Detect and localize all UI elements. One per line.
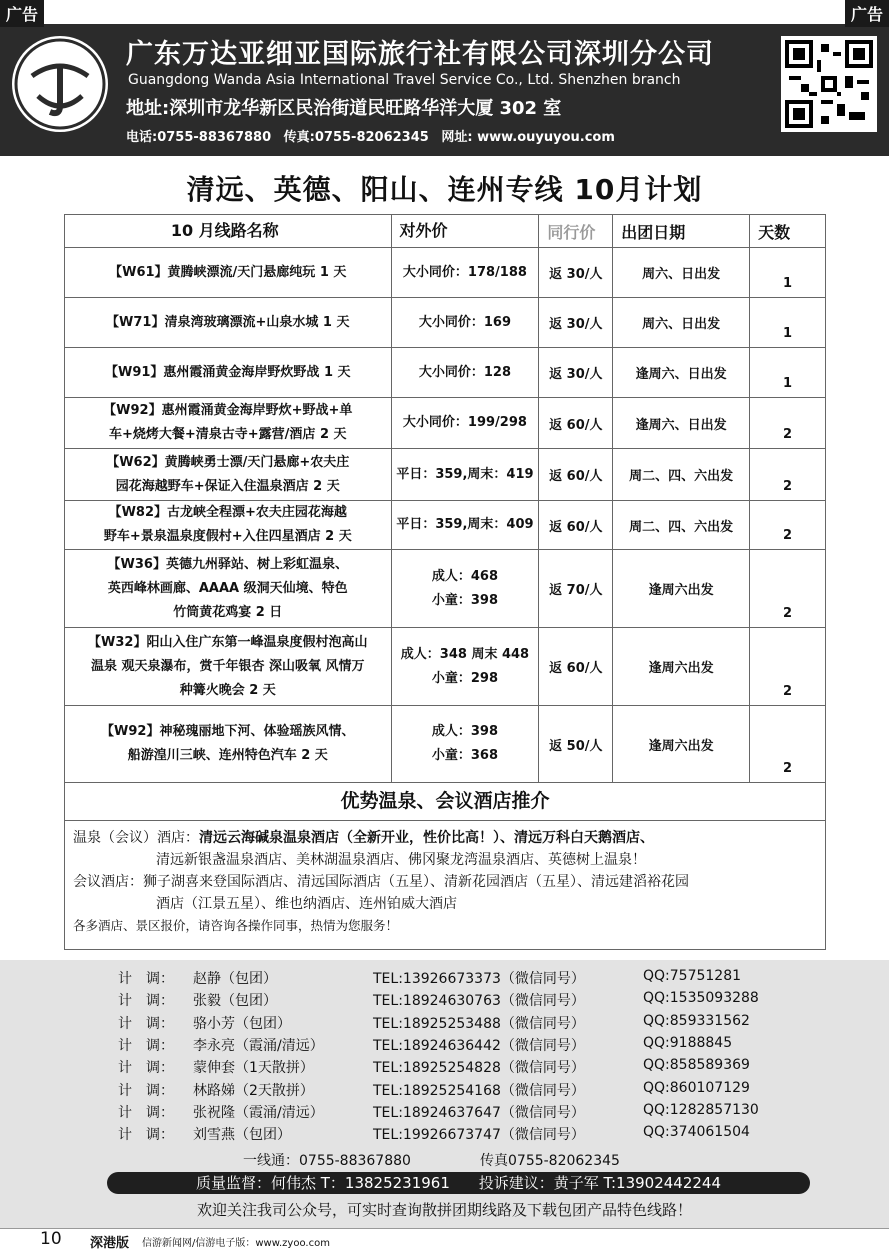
table-row (65, 501, 826, 550)
route-price-line: 成人：398 (431, 724, 499, 739)
col-header-price: 对外价 (391, 215, 539, 248)
route-name-line: 【W71】清泉湾玻璃漂流+山泉水城 1 天 (106, 314, 350, 330)
hotel-note: 各多酒店、景区报价，请咨询各操作同事，热情为您服务！ (73, 918, 399, 933)
table-header-row (65, 215, 826, 248)
route-name-line: 【W61】黄腾峡漂流/天门悬廊纯玩 1 天 (109, 264, 347, 280)
staff-row (0, 1057, 889, 1079)
route-days: 2 (750, 628, 826, 706)
route-name-line: 【W91】惠州霞涌黄金海岸野炊野战 1 天 (105, 364, 351, 380)
route-price-line: 大小同价：128 (418, 364, 512, 380)
route-price (391, 298, 539, 348)
staff-name: 李永亮（霞涌/清远） (193, 1037, 324, 1054)
ad-tag-right: 广告 (845, 0, 889, 27)
table-row (65, 298, 826, 348)
route-name-line: 英西峰林画廊、AAAA 级洞天仙境、特色 (107, 580, 348, 596)
staff-qq: QQ:9188845 (643, 1034, 733, 1051)
route-price (391, 501, 539, 550)
company-header (0, 24, 889, 156)
staff-role: 计 调： (118, 1060, 174, 1077)
route-name-line: 种篝火晚会 2 天 (179, 682, 276, 698)
route-peer-price: 返 60/人 (539, 501, 613, 550)
routes-table-body (65, 248, 826, 783)
follow-notice: 欢迎关注我司公众号，可实时查询散拼团期线路及下载包团产品特色线路！ (196, 1201, 692, 1219)
route-peer-price: 返 30/人 (539, 348, 613, 398)
staff-role: 计 调： (118, 971, 174, 987)
staff-row (0, 1124, 889, 1146)
route-name-line: 车+烧烤大餐+清泉古寺+露营/酒店 2 天 (109, 427, 347, 442)
staff-name: 赵静（包团） (193, 971, 277, 987)
company-contacts (126, 126, 623, 145)
route-price (391, 628, 539, 706)
route-name-line: 竹筒黄花鸡宴 2 日 (173, 604, 283, 620)
table-row (65, 449, 826, 501)
route-name-line: 【W92】神秘瑰丽地下河、体验瑶族风情、 (101, 724, 355, 739)
table-row (65, 348, 826, 398)
route-name (65, 501, 392, 550)
route-name-line: 【W36】英德九州驿站、树上彩虹温泉、 (107, 556, 348, 572)
staff-row (0, 968, 889, 990)
route-price-line: 小童：368 (431, 748, 499, 763)
staff-tel: TEL:19926673747（微信同号） (373, 1127, 585, 1144)
page-footer (0, 1228, 889, 1250)
route-name (65, 628, 392, 706)
route-name-line: 温泉 观天泉瀑布，赏千年银杏 深山吸氧 风情万 (90, 658, 365, 674)
hotel-section-title: 优势温泉、会议酒店推介 (65, 781, 825, 821)
route-days: 2 (750, 398, 826, 449)
route-name (65, 398, 392, 449)
route-departure-date: 逢周六出发 (613, 706, 750, 783)
route-price (391, 398, 539, 449)
staff-name: 张毅（包团） (193, 993, 277, 1010)
route-name-line: 【W32】阳山入住广东第一峰温泉度假村泡高山 (88, 634, 368, 650)
hot-spring-line (73, 827, 817, 849)
route-name-line: 【W92】惠州霞涌黄金海岸野炊+野战+单 (103, 403, 353, 418)
routes-table (64, 214, 826, 783)
route-departure-date: 周六、日出发 (613, 248, 750, 298)
meeting-hotels-2: 酒店（江景五星）、维也纳酒店、连州铂威大酒店 (156, 896, 457, 912)
route-price (391, 550, 539, 628)
col-header-date: 出团日期 (613, 215, 750, 248)
staff-tel: TEL:18924636442（微信同号） (373, 1037, 585, 1054)
supervisor: 质量监督：何伟杰 T：13825231961 (195, 1174, 450, 1192)
route-price (391, 348, 539, 398)
route-name-line: 船游湟川三峡、连州特色汽车 2 天 (127, 748, 328, 763)
route-name (65, 348, 392, 398)
ad-tag-left: 广告 (0, 0, 44, 27)
route-price-line: 成人：468 (431, 568, 499, 584)
col-header-name: 10 月线路名称 (65, 215, 392, 248)
staff-qq: QQ:860107129 (643, 1079, 750, 1096)
route-name (65, 449, 392, 501)
staff-name: 蒙伸套（1天散拼） (193, 1060, 314, 1077)
staff-role: 计 调： (118, 1104, 174, 1121)
staff-role: 计 调： (118, 993, 174, 1010)
route-peer-price: 返 30/人 (539, 248, 613, 298)
route-name (65, 706, 392, 783)
route-departure-date: 周二、四、六出发 (613, 449, 750, 501)
table-row (65, 248, 826, 298)
staff-qq: QQ:374061504 (643, 1124, 750, 1141)
staff-name: 刘雪燕（包团） (193, 1127, 291, 1144)
staff-qq: QQ:1535093288 (643, 990, 759, 1007)
meeting-line (73, 871, 817, 893)
meeting-hotels-1: 狮子湖喜来登国际酒店、清远国际酒店（五星）、清新花园酒店（五星）、清远建滔裕花园 (143, 874, 689, 890)
staff-tel: TEL:18925253488（微信同号） (373, 1015, 585, 1032)
staff-row (0, 990, 889, 1012)
route-days: 1 (750, 248, 826, 298)
staff-role: 计 调： (118, 1037, 174, 1054)
staff-role: 计 调： (118, 1015, 174, 1032)
hot-spring-label: 温泉（会议）酒店： (73, 830, 199, 846)
company-phone: 电话:0755-88367880 (126, 130, 272, 145)
route-name-line: 园花海越野车+保证入住温泉酒店 2 天 (115, 478, 340, 494)
page-number: 10 (40, 1229, 62, 1249)
route-name (65, 550, 392, 628)
table-row (65, 550, 826, 628)
route-price-line: 平日：359,周末：419 (396, 466, 534, 482)
staff-qq: QQ:858589369 (643, 1057, 750, 1074)
hotline-number: 一线通：0755-88367880 (243, 1153, 411, 1169)
route-price (391, 706, 539, 783)
staff-tel: TEL:18925254828（微信同号） (373, 1060, 585, 1077)
edition-label: 深港版 (90, 1236, 130, 1250)
company-fax: 传真:0755-82062345 (283, 130, 429, 145)
route-price-line: 大小同价：199/298 (402, 415, 527, 430)
route-departure-date: 逢周六、日出发 (613, 348, 750, 398)
company-name-cn: 广东万达亚细亚国际旅行社有限公司深圳分公司 (126, 39, 714, 70)
staff-row (0, 1013, 889, 1035)
staff-role: 计 调： (118, 1127, 174, 1144)
hot-spring-more: 清远新银盏温泉酒店、美林湖温泉酒店、佛冈聚龙湾温泉酒店、英德树上温泉！ (156, 852, 646, 868)
page-title: 清远、英德、阳山、连州专线 10月计划 (186, 173, 703, 206)
route-days: 1 (750, 298, 826, 348)
footer-site: 信游新闻网/信游电子版：www.zyoo.com (142, 1238, 330, 1249)
route-price-line: 成人：348 周末 448 (400, 646, 530, 662)
route-days: 2 (750, 550, 826, 628)
route-name-line: 野车+景泉温泉度假村+入住四星酒店 2 天 (103, 529, 352, 544)
staff-tel: TEL:18924637647（微信同号） (373, 1104, 585, 1121)
col-header-days: 天数 (750, 215, 826, 248)
hotel-section-body (65, 821, 825, 943)
route-days: 2 (750, 501, 826, 550)
route-price (391, 449, 539, 501)
route-price-line: 小童：298 (431, 670, 499, 686)
qr-code-icon (781, 36, 877, 132)
complaint-contact: 投诉建议：黄子军 T:13902442244 (478, 1174, 722, 1192)
table-row (65, 628, 826, 706)
route-price-line: 大小同价：169 (418, 314, 512, 330)
staff-row (0, 1102, 889, 1124)
staff-qq: QQ:75751281 (643, 968, 742, 984)
staff-tel: TEL:18925254168（微信同号） (373, 1082, 585, 1099)
staff-name: 骆小芳（包团） (193, 1015, 291, 1032)
route-price-line: 平日：359,周末：409 (396, 517, 534, 532)
company-address: 地址:深圳市龙华新区民治街道民旺路华洋大厦 302 室 (126, 98, 562, 119)
route-price-line: 小童：398 (431, 592, 499, 608)
route-departure-date: 周六、日出发 (613, 298, 750, 348)
route-price (391, 248, 539, 298)
hotline-fax: 传真0755-82062345 (480, 1153, 620, 1169)
route-departure-date: 逢周六出发 (613, 628, 750, 706)
meeting-label: 会议酒店： (73, 874, 143, 890)
staff-tel: TEL:18924630763（微信同号） (373, 993, 585, 1010)
route-departure-date: 逢周六、日出发 (613, 398, 750, 449)
route-departure-date: 逢周六出发 (613, 550, 750, 628)
route-name (65, 298, 392, 348)
company-name-en: Guangdong Wanda Asia International Travel Service Co., Ltd. Shenzhen branch (128, 72, 681, 88)
company-website[interactable]: 网址: www.ouyuyou.com (441, 130, 615, 145)
route-peer-price: 返 60/人 (539, 628, 613, 706)
route-peer-price: 返 70/人 (539, 550, 613, 628)
route-peer-price: 返 50/人 (539, 706, 613, 783)
route-name-line: 【W62】黄腾峡勇士漂/天门悬廊+农夫庄 (106, 454, 350, 470)
hot-spring-highlight: 清远云海碱泉温泉酒店（全新开业，性价比高！）、清远万科白天鹅酒店、 (199, 830, 654, 846)
staff-qq: QQ:1282857130 (643, 1101, 759, 1118)
route-days: 2 (750, 449, 826, 501)
route-peer-price: 返 60/人 (539, 449, 613, 501)
wanda-logo (12, 36, 108, 132)
staff-role: 计 调： (118, 1082, 174, 1099)
route-departure-date: 周二、四、六出发 (613, 501, 750, 550)
route-name-line: 【W82】古龙峡全程漂+农夫庄园花海越 (108, 505, 347, 520)
route-days: 2 (750, 706, 826, 783)
table-row (65, 706, 826, 783)
staff-row (0, 1035, 889, 1057)
route-price-line: 大小同价：178/188 (402, 264, 527, 280)
route-peer-price: 返 30/人 (539, 298, 613, 348)
table-row (65, 398, 826, 449)
col-header-peer-price: 同行价 (539, 215, 613, 248)
staff-tel: TEL:13926673373（微信同号） (373, 971, 585, 987)
staff-name: 张祝隆（霞涌/清远） (193, 1104, 324, 1121)
quality-supervision-bar (107, 1172, 810, 1194)
hotel-recommendations (64, 781, 826, 950)
route-name (65, 248, 392, 298)
route-days: 1 (750, 348, 826, 398)
staff-qq: QQ:859331562 (643, 1012, 750, 1029)
staff-row (0, 1080, 889, 1102)
staff-name: 林路娣（2天散拼） (193, 1082, 314, 1099)
route-peer-price: 返 60/人 (539, 398, 613, 449)
